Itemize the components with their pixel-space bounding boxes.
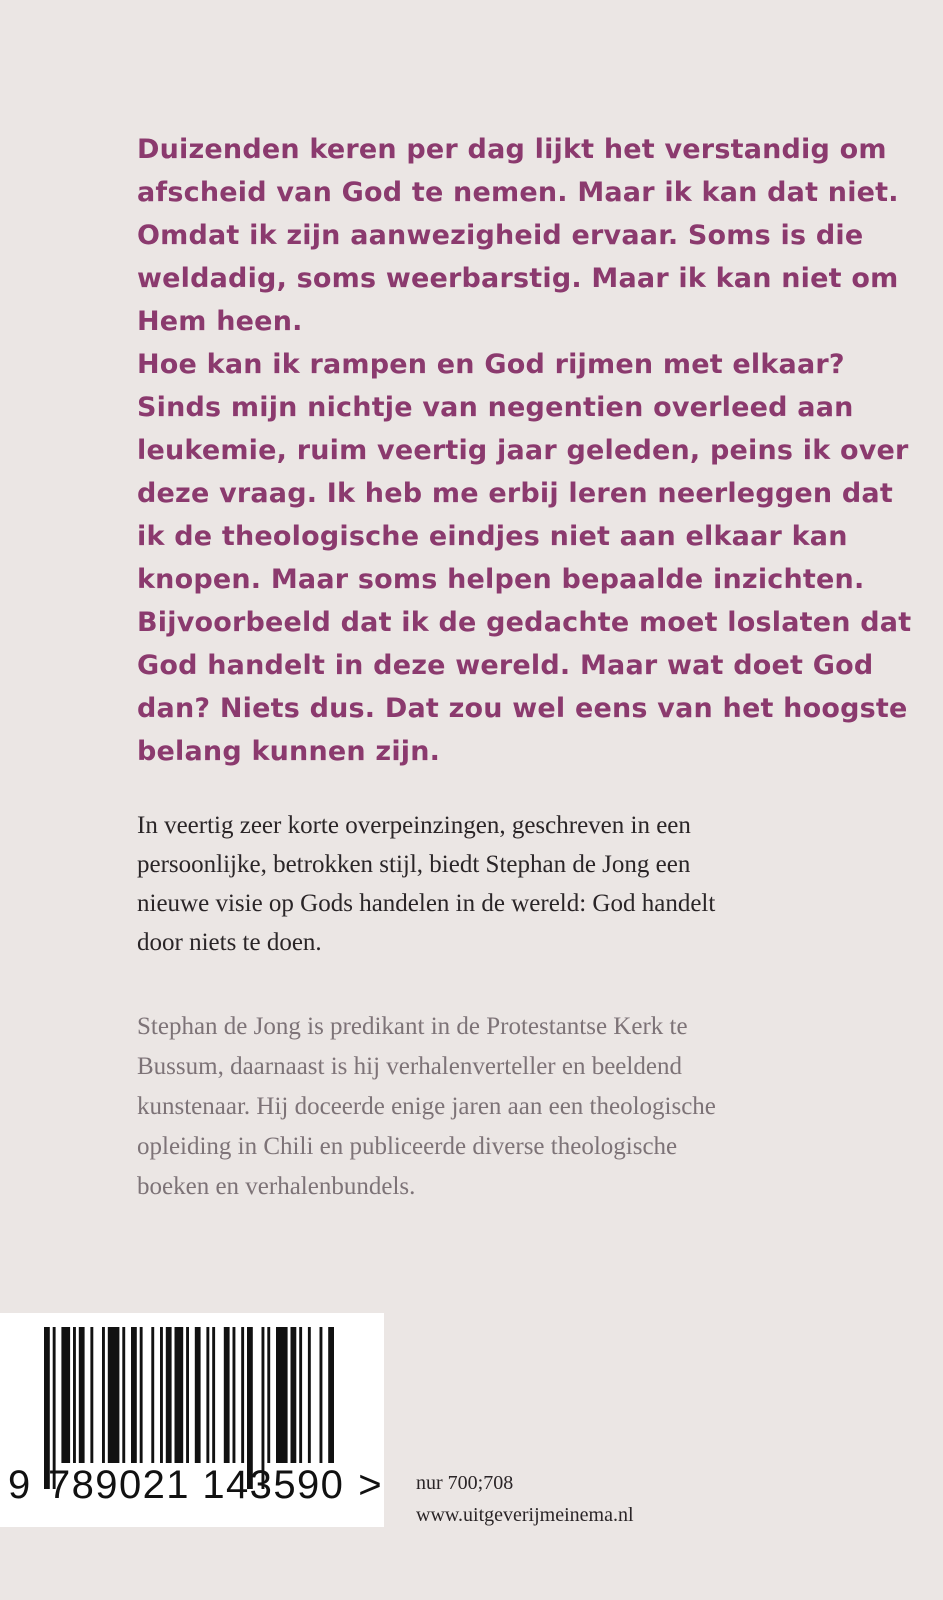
- barcode-bar: [267, 1327, 270, 1463]
- barcode-bar: [186, 1327, 189, 1463]
- bio-line: boeken en verhalenbundels.: [137, 1173, 416, 1200]
- blurb-line: God handelt in deze wereld. Maar wat doet God: [137, 650, 874, 681]
- blurb-line: deze vraag. Ik heb me erbij leren neerleggen dat: [137, 478, 893, 509]
- barcode-bar: [102, 1327, 105, 1463]
- description-line: In veertig zeer korte overpeinzingen, geschreven in een: [137, 812, 691, 839]
- bio-line: opleiding in Chili en publiceerde diverse theologische: [137, 1133, 678, 1160]
- barcode-bar: [61, 1327, 70, 1463]
- publisher-info: [416, 1467, 634, 1531]
- barcode-bar: [206, 1327, 209, 1463]
- blurb-line: dan? Niets dus. Dat zou wel eens van het hoogste: [137, 693, 908, 724]
- blurb-line: leukemie, ruim veertig jaar geleden, peins ik over: [137, 435, 909, 466]
- barcode-bar: [90, 1327, 93, 1463]
- bio-line: Stephan de Jong is predikant in de Protestantse Kerk te: [137, 1013, 688, 1040]
- barcode-bar: [166, 1327, 172, 1463]
- barcode-bar: [276, 1327, 288, 1463]
- barcode-bar: [79, 1327, 85, 1463]
- blurb-line: Hoe kan ik rampen en God rijmen met elkaar?: [137, 349, 845, 380]
- book-description: [137, 806, 837, 962]
- description-line: door niets te doen.: [137, 929, 322, 956]
- description-line: persoonlijke, betrokken stijl, biedt Stephan de Jong een: [137, 851, 691, 878]
- barcode-bar: [320, 1327, 323, 1463]
- barcode-bar: [108, 1327, 120, 1463]
- barcode-bar: [224, 1327, 230, 1463]
- barcode-arrow: >: [358, 1463, 382, 1507]
- blurb-line: Bijvoorbeeld dat ik de gedachte moet loslaten dat: [137, 607, 912, 638]
- nur-code: nur 700;708: [416, 1472, 514, 1494]
- blurb-line: Duizenden keren per dag lijkt het verstandig om: [137, 134, 887, 165]
- barcode-bar: [328, 1327, 334, 1463]
- barcode-bar: [291, 1327, 297, 1463]
- barcode-bar: [299, 1327, 302, 1463]
- barcode-bar: [160, 1327, 163, 1463]
- barcode-bar: [151, 1327, 154, 1463]
- barcode-digits: 789021 143590: [48, 1463, 345, 1507]
- bio-line: kunstenaar. Hij doceerde enige jaren aan een theologische: [137, 1093, 716, 1120]
- barcode-first-digit: 9: [8, 1463, 31, 1507]
- barcode-number: [8, 1463, 382, 1508]
- blurb-line: ik de theologische eindjes niet aan elkaar kan: [137, 521, 848, 552]
- author-bio: [137, 1007, 837, 1207]
- blurb-line: weldadig, soms weerbarstig. Maar ik kan niet om: [137, 263, 899, 294]
- blurb-line: knopen. Maar soms helpen bepaalde inzichten.: [137, 564, 865, 595]
- barcode-bar: [212, 1327, 215, 1463]
- barcode-bar: [195, 1327, 201, 1463]
- publisher-website: www.uitgeverijmeinema.nl: [416, 1504, 634, 1526]
- bio-line: Bussum, daarnaast is hij verhalenverteller en beeldend: [137, 1053, 682, 1080]
- description-line: nieuwe visie op Gods handelen in de wereld: God handelt: [137, 890, 716, 917]
- barcode-bar: [73, 1327, 76, 1463]
- blurb-line: Omdat ik zijn aanwezigheid ervaar. Soms is die: [137, 220, 864, 251]
- blurb-line: Sinds mijn nichtje van negentien overleed aan: [137, 392, 854, 423]
- barcode-bar: [122, 1327, 125, 1463]
- isbn-barcode: [0, 1313, 384, 1527]
- barcode-bar: [140, 1327, 143, 1463]
- barcode-bar: [241, 1327, 244, 1463]
- barcode-bar: [308, 1327, 311, 1463]
- blurb-line: afscheid van God te nemen. Maar ik kan dat niet.: [137, 177, 899, 208]
- barcode-bar: [175, 1327, 184, 1463]
- barcode-bar: [233, 1327, 236, 1463]
- blurb-line: Hem heen.: [137, 306, 303, 337]
- blurb-quote: [137, 128, 912, 773]
- barcode-bar: [131, 1327, 137, 1463]
- blurb-line: belang kunnen zijn.: [137, 736, 441, 767]
